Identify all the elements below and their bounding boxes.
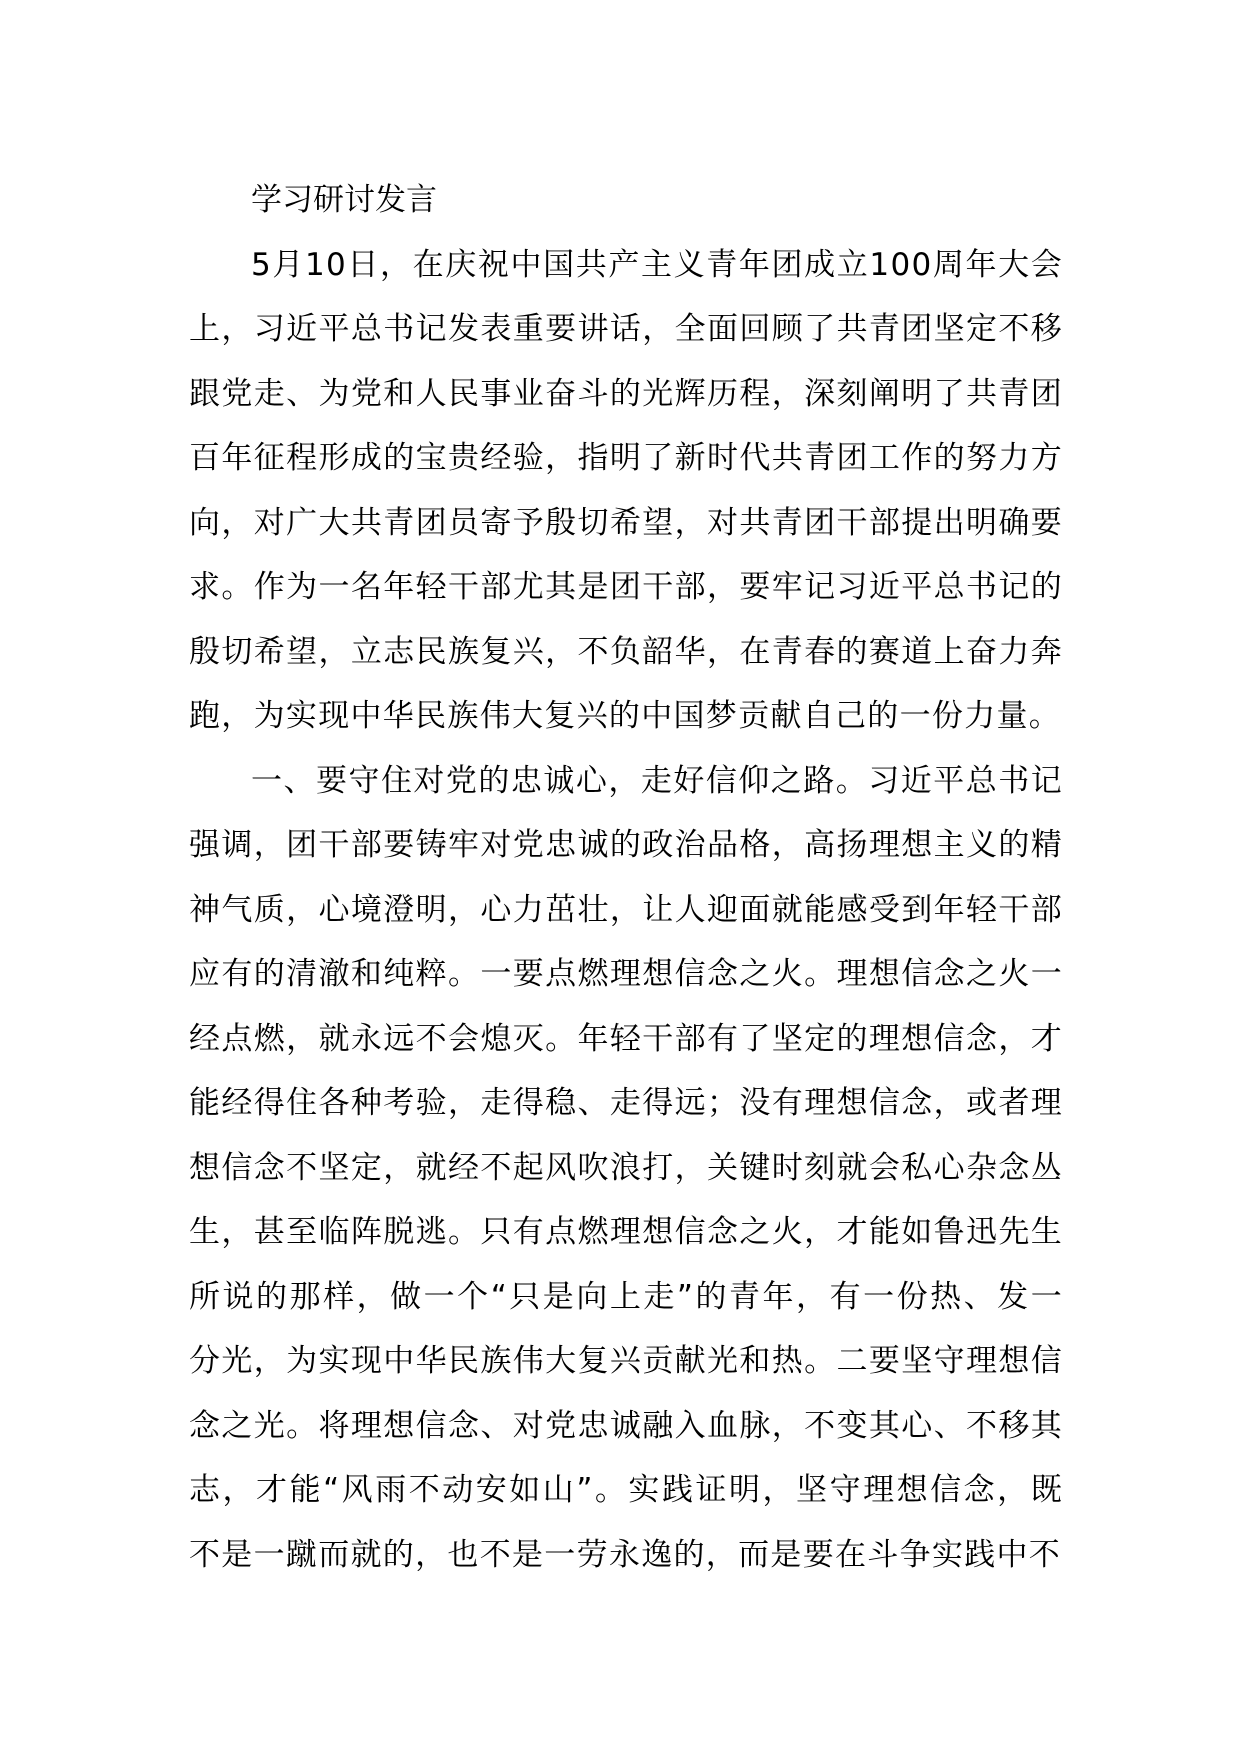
paragraph-intro: 5月10日，在庆祝中国共产主义青年团成立100周年大会上，习近平总书记发表重要讲话，全面回顾了共青团坚定不移跟党走、为党和人民事业奋斗的光辉历程，深刻阐明了共青团百年征程形成的宝贵经验，指明了新时代共青团工作的努力方向，对广大共青团员寄予殷切希望，对共青团干部提出明确要求。作为一名年轻干部尤其是团干部，要牢记习近平总书记的殷切希望，立志民族复兴，不负韶华，在青春的赛道上奋力奔跑，为实现中华民族伟大复兴的中国梦贡献自己的一份力量。 (189, 246, 1063, 734)
paragraph-section-one: 一、要守住对党的忠诚心，走好信仰之路。习近平总书记强调，团干部要铸牢对党忠诚的政治品格，高扬理想主义的精神气质，心境澄明，心力茁壮，让人迎面就能感受到年轻干部应有的清澈和纯粹。一要点燃理想信念之火。理想信念之火一经点燃，就永远不会熄灭。年轻干部有了坚定的理想信念，才能经得住各种考验，走得稳、走得远；没有理想信念，或者理想信念不坚定，就经不起风吹浪打，关键时刻就会私心杂念丛生，甚至临阵脱逃。只有点燃理想信念之火，才能如鲁迅先生所说的那样，做一个“只是向上走”的青年，有一份热、发一分光，为实现中华民族伟大复兴贡献光和热。二要坚守理想信念之光。将理想信念、对党忠诚融入血脉，不变其心、不移其志，才能“风雨不动安如山”。实践证明，坚守理想信念，既不是一蹴而就的，也不是一劳永逸的，而是要在斗争实践中不 (189, 762, 1063, 1573)
document-body (189, 168, 1063, 1587)
document-title: 学习研讨发言 (251, 182, 437, 218)
